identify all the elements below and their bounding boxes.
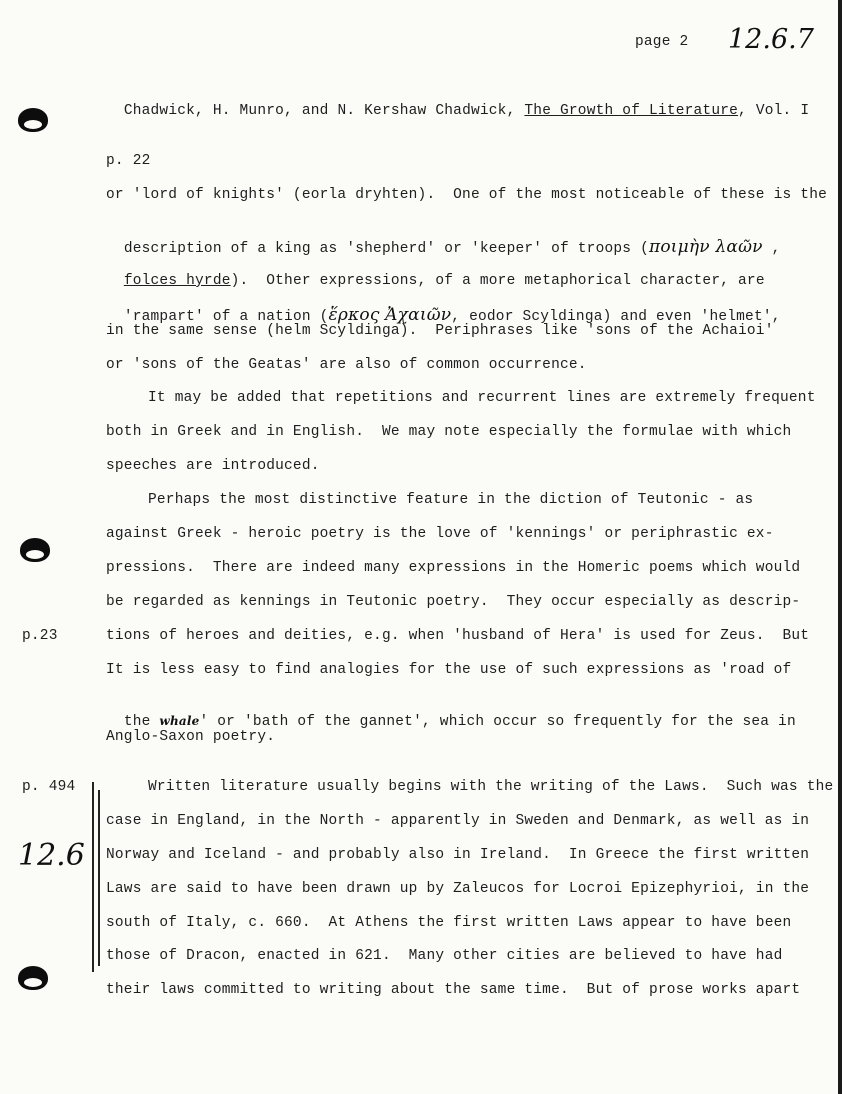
p1-line-2-text: description of a king as 'shepherd' or 'keeper' of troops (	[123, 241, 649, 257]
p1-line-4	[106, 288, 781, 326]
page-number-label: page 2	[635, 34, 689, 50]
p1-line-2	[106, 220, 781, 258]
p1-line-1: or 'lord of knights' (eorla dryhten). One of the most noticeable of these is the	[106, 187, 828, 203]
p3-line-8: Anglo-Saxon poetry.	[106, 729, 276, 745]
p4-line-1: Written literature usually begins with the writing of the Laws. Such was the	[148, 779, 834, 795]
punch-hole-top	[18, 108, 48, 132]
p3-line-2: against Greek - heroic poetry is the love of 'kennings' or periphrastic ex-	[106, 526, 774, 542]
handwritten-word-whale: whale	[159, 714, 200, 728]
greek-handwritten-poimen-laon: ποιμὴν λαῶν	[649, 237, 763, 257]
p1-line-6: or 'sons of the Geatas' are also of common occurrence.	[106, 357, 587, 373]
p3-line-5: tions of heroes and deities, e.g. when 'husband of Hera' is used for Zeus. But	[106, 628, 810, 644]
p1-line-4-text: 'rampart' of a nation (	[123, 309, 329, 325]
p4-line-7: their laws committed to writing about the same time. But of prose works apart	[106, 982, 801, 998]
handwritten-reference: 12.6.7	[728, 24, 814, 55]
p2-line-3: speeches are introduced.	[106, 458, 320, 474]
p3-line-6: It is less easy to find analogies for the use of such expressions as 'road of	[106, 662, 792, 678]
p4-line-5: south of Italy, c. 660. At Athens the first written Laws appear to have been	[106, 915, 792, 931]
p1-line-5: in the same sense (helm Scyldinga). Periphrases like 'sons of the Achaioi'	[106, 323, 774, 339]
p4-line-6: those of Dracon, enacted in 621. Many other cities are believed to have had	[106, 948, 783, 964]
p1-line-3-underlined: folces hyrde	[123, 273, 231, 289]
p4-line-3: Norway and Iceland - and probably also in Ireland. In Greece the first written	[106, 847, 810, 863]
punch-hole-bottom	[18, 966, 48, 990]
margin-bracket-line-2	[98, 790, 100, 966]
p2-line-2: both in Greek and in English. We may note especially the formulae with which	[106, 424, 792, 440]
p1-line-3	[106, 254, 765, 290]
scan-edge	[838, 0, 842, 1094]
p1-line-2-end: ,	[762, 241, 781, 257]
p2-line-1: It may be added that repetitions and recurrent lines are extremely frequent	[148, 390, 816, 406]
margin-note-p23: p.23	[22, 628, 58, 644]
p3-line-1: Perhaps the most distinctive feature in the diction of Teutonic - as	[148, 492, 754, 508]
p3-line-4: be regarded as kennings in Teutonic poetry. They occur especially as descrip-	[106, 594, 801, 610]
page-ref-top: p. 22	[106, 153, 151, 169]
p3-line-7-end: ' or 'bath of the gannet', which occur so frequently for the sea in	[199, 714, 796, 730]
citation-title: The Growth of Literature	[524, 103, 739, 119]
p1-line-4-rest: , eodor Scyldinga) and even 'helmet',	[451, 309, 781, 325]
citation-line	[106, 84, 809, 120]
p4-line-2: case in England, in the North - apparently in Sweden and Denmark, as well as in	[106, 813, 810, 829]
citation-authors: Chadwick, H. Munro, and N. Kershaw Chadwick,	[123, 103, 516, 119]
punch-hole-middle	[20, 538, 50, 562]
margin-handwritten-ref: 12.6	[18, 838, 85, 873]
p4-line-4: Laws are said to have been drawn up by Zaleucos for Locroi Epizephyrioi, in the	[106, 881, 810, 897]
p3-line-7-start: the	[123, 714, 160, 730]
citation-volume: , Vol. I	[738, 103, 810, 119]
p3-line-3: pressions. There are indeed many expressions in the Homeric poems which would	[106, 560, 801, 576]
margin-note-p494: p. 494	[22, 779, 76, 795]
p3-line-7	[106, 694, 796, 731]
p1-line-3-text: ). Other expressions, of a more metaphorical character, are	[230, 273, 765, 289]
greek-handwritten-herkos-achaion: ἕρκος Ἀχαιῶν	[328, 305, 452, 325]
margin-bracket-line-1	[92, 782, 94, 972]
